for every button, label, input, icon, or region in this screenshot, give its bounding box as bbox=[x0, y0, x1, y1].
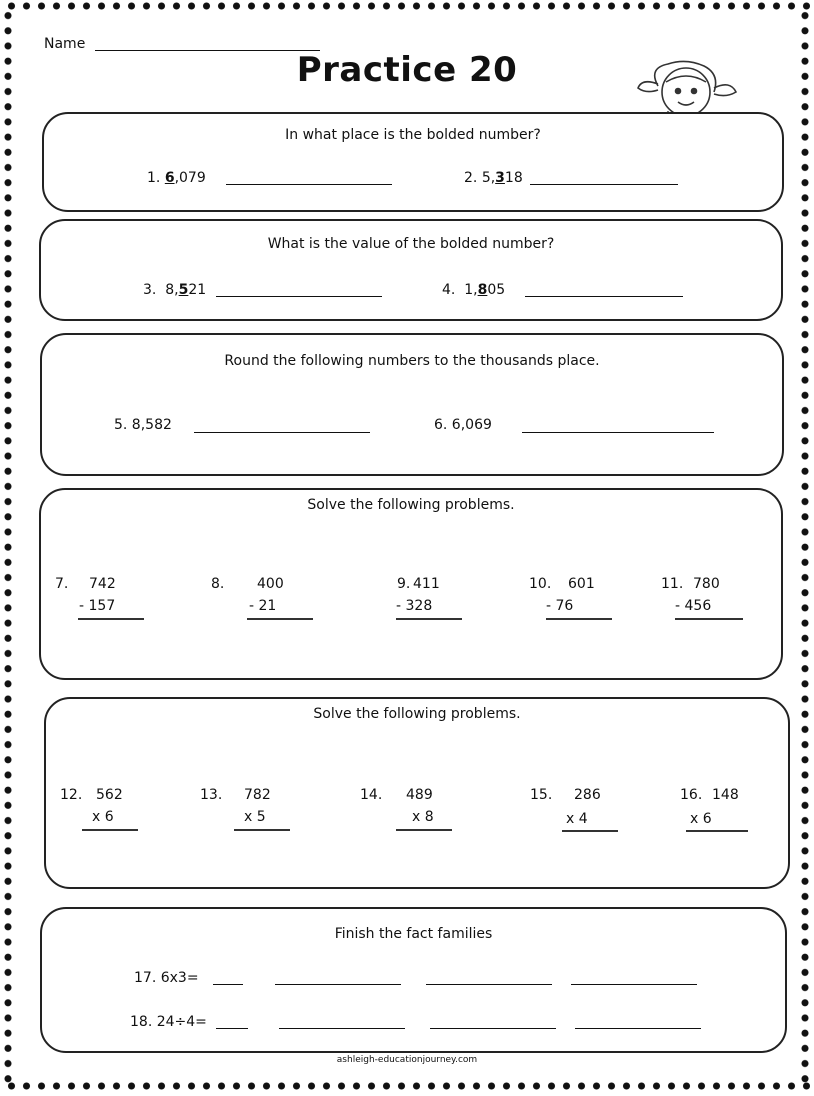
answer-line-2[interactable] bbox=[530, 184, 678, 185]
problem-16-top: 148 bbox=[712, 787, 739, 803]
answer-line-17b[interactable] bbox=[275, 984, 401, 985]
problem-16-line bbox=[686, 830, 748, 832]
problem-9-top: 411 bbox=[413, 576, 440, 592]
name-label: Name bbox=[44, 36, 86, 52]
problem-11-bottom: - 456 bbox=[675, 598, 712, 614]
problem-14-line bbox=[396, 829, 452, 831]
answer-line-17c[interactable] bbox=[426, 984, 552, 985]
question-18: 18. 24÷4= bbox=[130, 1014, 207, 1030]
answer-line-18d[interactable] bbox=[575, 1028, 701, 1029]
value-box bbox=[39, 219, 783, 321]
problem-10-bottom: - 76 bbox=[546, 598, 574, 614]
problem-15-number: 15. bbox=[530, 787, 553, 803]
multiplication-box bbox=[44, 697, 790, 889]
problem-8-top: 400 bbox=[257, 576, 284, 592]
problem-12-line bbox=[82, 829, 138, 831]
dotted-border-left bbox=[3, 8, 13, 1086]
dotted-border-top bbox=[4, 1, 810, 11]
problem-14-top: 489 bbox=[406, 787, 433, 803]
dotted-border-right bbox=[800, 8, 810, 1086]
problem-14-number: 14. bbox=[360, 787, 383, 803]
problem-13-line bbox=[234, 829, 290, 831]
problem-9-number: 9. bbox=[397, 576, 411, 592]
question-6: 6. 6,069 bbox=[434, 417, 492, 433]
box1-heading: In what place is the bolded number? bbox=[285, 127, 541, 143]
problem-13-number: 13. bbox=[200, 787, 223, 803]
rounding-box bbox=[40, 333, 784, 476]
problem-8-number: 8. bbox=[211, 576, 225, 592]
answer-line-18a[interactable] bbox=[216, 1028, 248, 1029]
box6-heading: Finish the fact families bbox=[334, 926, 493, 942]
answer-line-18c[interactable] bbox=[430, 1028, 556, 1029]
question-4: 4. 1,805 bbox=[442, 282, 506, 298]
question-5: 5. 8,582 bbox=[114, 417, 172, 433]
answer-line-1[interactable] bbox=[226, 184, 392, 185]
dotted-border-bottom bbox=[4, 1081, 810, 1091]
box4-heading: Solve the following problems. bbox=[307, 497, 515, 513]
answer-line-3[interactable] bbox=[216, 296, 382, 297]
problem-16-bottom: x 6 bbox=[690, 811, 712, 827]
subtraction-box bbox=[39, 488, 783, 680]
problem-15-line bbox=[562, 830, 618, 832]
problem-16-number: 16. bbox=[680, 787, 703, 803]
question-1: 1. 6,079 bbox=[147, 170, 206, 186]
question-17: 17. 6x3= bbox=[134, 970, 199, 986]
problem-8-line bbox=[247, 618, 313, 620]
problem-7-bottom: - 157 bbox=[79, 598, 116, 614]
problem-15-top: 286 bbox=[574, 787, 601, 803]
answer-line-6[interactable] bbox=[522, 432, 714, 433]
problem-9-bottom: - 328 bbox=[396, 598, 433, 614]
problem-11-line bbox=[675, 618, 743, 620]
footer-url: ashleigh-educationjourney.com bbox=[336, 1055, 478, 1065]
problem-8-bottom: - 21 bbox=[249, 598, 277, 614]
problem-10-top: 601 bbox=[568, 576, 595, 592]
question-2: 2. 5,318 bbox=[464, 170, 523, 186]
box5-heading: Solve the following problems. bbox=[313, 706, 521, 722]
problem-12-bottom: x 6 bbox=[92, 809, 114, 825]
problem-13-bottom: x 5 bbox=[244, 809, 266, 825]
problem-12-top: 562 bbox=[96, 787, 123, 803]
answer-line-18b[interactable] bbox=[279, 1028, 405, 1029]
box2-heading: What is the value of the bolded number? bbox=[267, 236, 555, 252]
page-title: Practice 20 bbox=[296, 50, 518, 90]
place-value-box bbox=[42, 112, 784, 212]
problem-12-number: 12. bbox=[60, 787, 83, 803]
problem-7-number: 7. bbox=[55, 576, 69, 592]
answer-line-17d[interactable] bbox=[571, 984, 697, 985]
problem-7-line bbox=[78, 618, 144, 620]
problem-9-line bbox=[396, 618, 462, 620]
box3-heading: Round the following numbers to the thousands place. bbox=[224, 353, 600, 369]
problem-15-bottom: x 4 bbox=[566, 811, 588, 827]
problem-11-top: 780 bbox=[693, 576, 720, 592]
problem-10-line bbox=[546, 618, 612, 620]
question-3: 3. 8,521 bbox=[143, 282, 207, 298]
problem-10-number: 10. bbox=[529, 576, 552, 592]
answer-line-5[interactable] bbox=[194, 432, 370, 433]
problem-11-number: 11. bbox=[661, 576, 684, 592]
answer-line-4[interactable] bbox=[525, 296, 683, 297]
fact-families-box bbox=[40, 907, 787, 1053]
problem-13-top: 782 bbox=[244, 787, 271, 803]
problem-7-top: 742 bbox=[89, 576, 116, 592]
answer-line-17a[interactable] bbox=[213, 984, 243, 985]
problem-14-bottom: x 8 bbox=[412, 809, 434, 825]
